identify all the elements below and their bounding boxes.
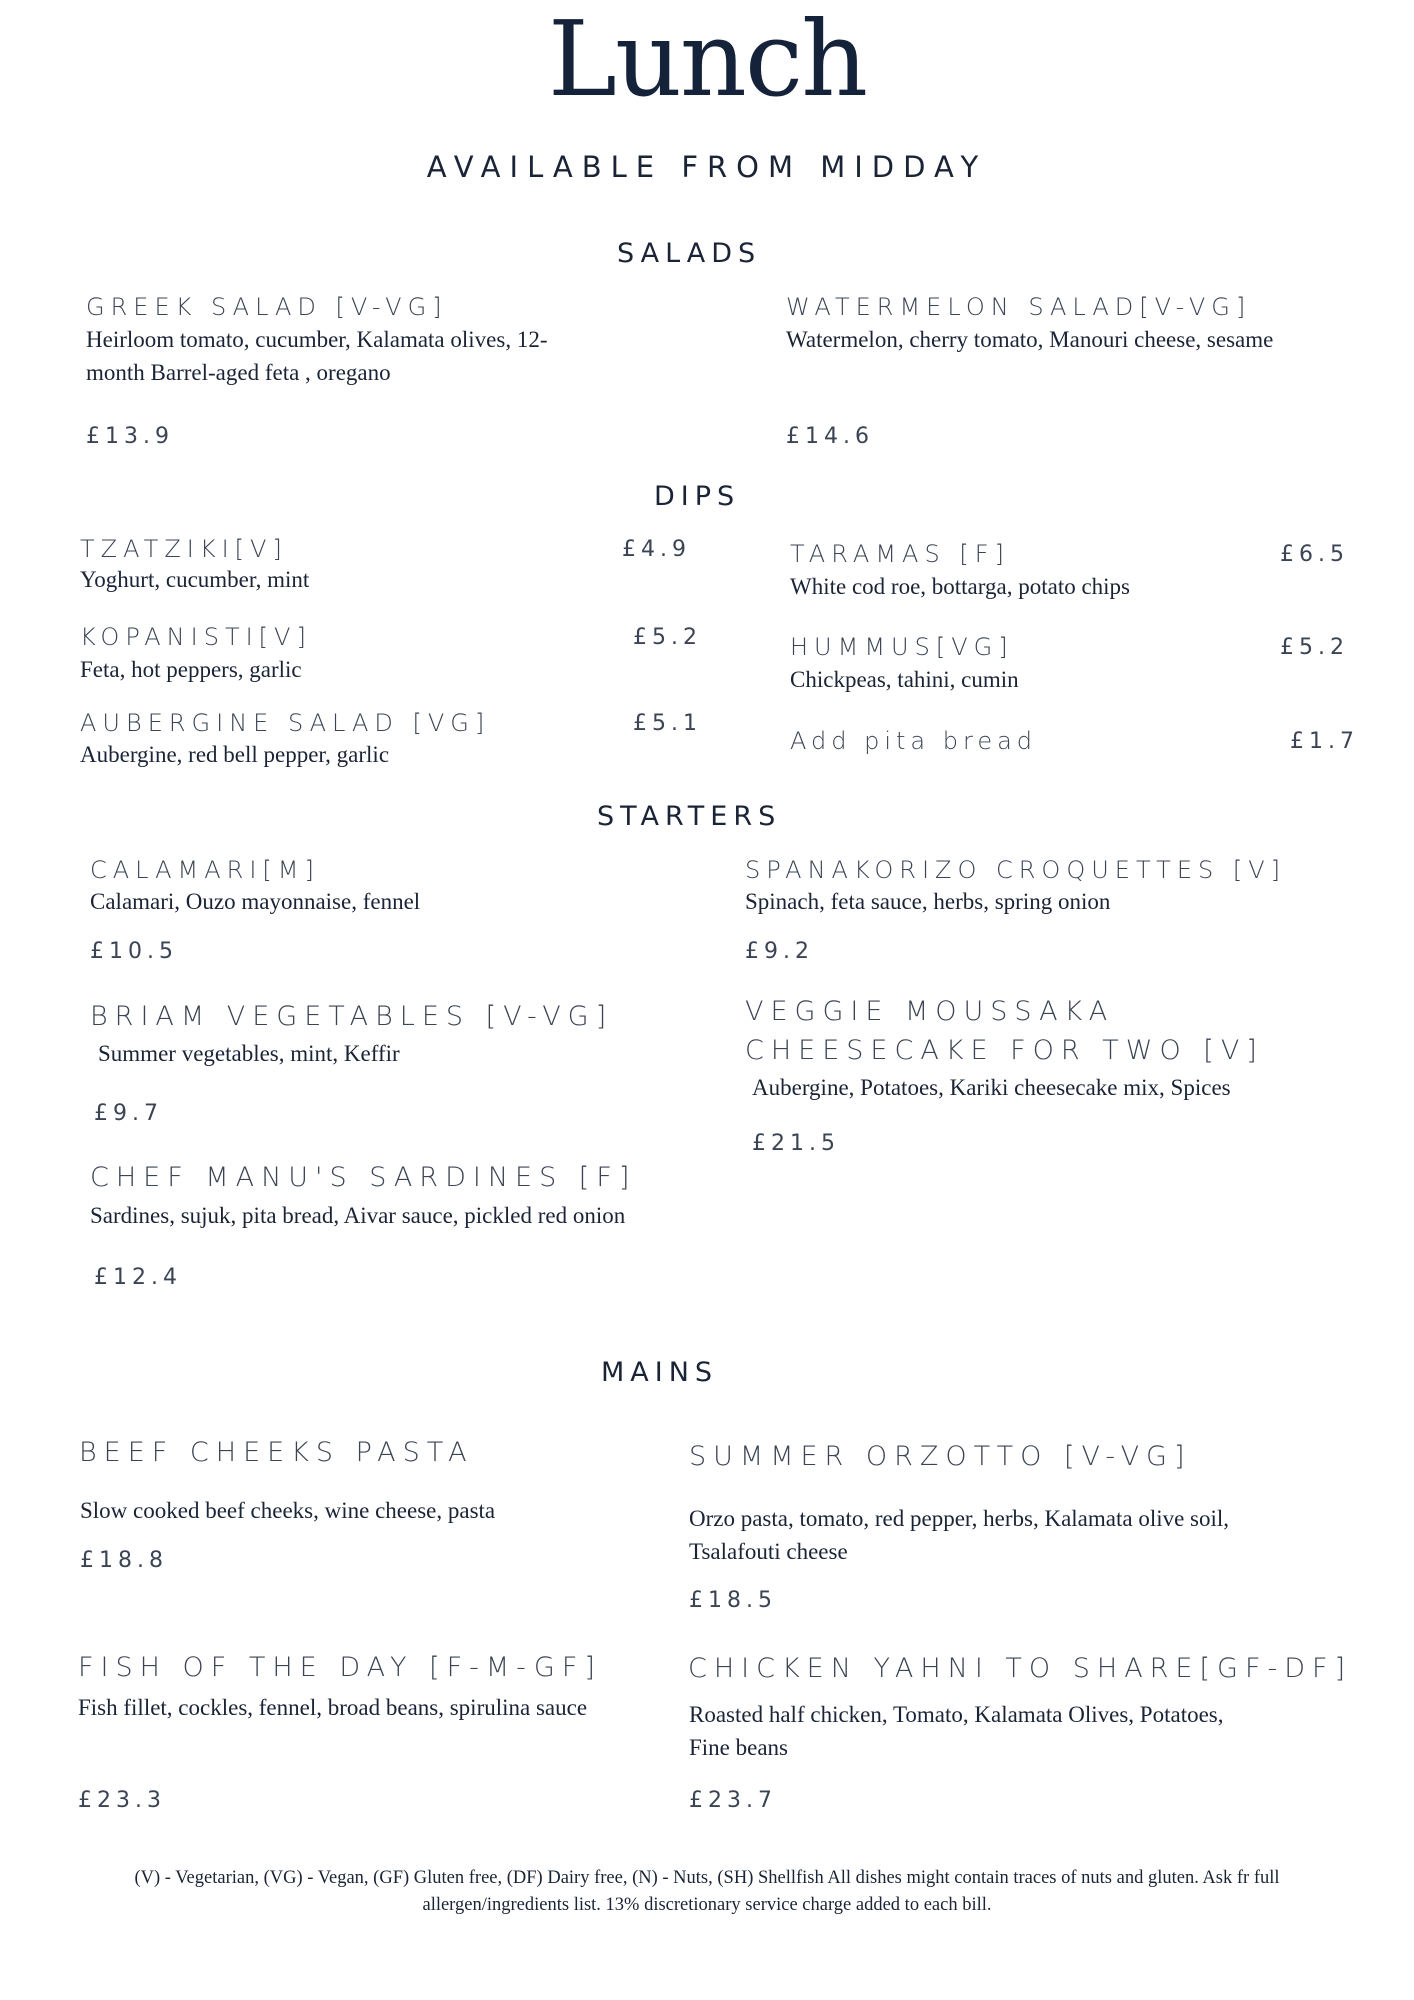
dish-price: £18.5 (689, 1588, 777, 1613)
dish-name: TARAMAS [F] (790, 540, 1010, 568)
dish-price: £5.1 (633, 711, 702, 736)
section-heading-mains: MAINS (601, 1357, 719, 1388)
dish-price: £6.5 (1280, 542, 1349, 567)
dish-description: Feta, hot peppers, garlic (80, 657, 302, 682)
dish-name: TZATZIKI[V] (80, 535, 288, 563)
dish-name: AUBERGINE SALAD [VG] (80, 709, 491, 737)
dish-description: Summer vegetables, mint, Keffir (98, 1041, 400, 1066)
dish-description: Fish fillet, cockles, fennel, broad beans, spirulina sauce (78, 1695, 588, 1720)
dish-name: KOPANISTI[V] (80, 623, 312, 651)
dish-name: CALAMARI[M] (90, 856, 320, 884)
dish-price: £5.2 (633, 625, 702, 650)
dish-price: £5.2 (1280, 635, 1349, 660)
dish-name: BEEF CHEEKS PASTA (79, 1437, 474, 1468)
dish-price: £21.5 (752, 1131, 840, 1156)
dish-price: £12.4 (94, 1265, 182, 1290)
dish-price: £23.3 (78, 1788, 166, 1813)
dish-name: BRIAM VEGETABLES [V-VG] (90, 1001, 614, 1032)
dish-price: £10.5 (90, 939, 178, 964)
dish-price: £13.9 (86, 424, 174, 449)
dish-description: Chickpeas, tahini, cumin (790, 667, 1019, 692)
dish-price: £9.7 (94, 1101, 163, 1126)
dish-price: £18.8 (80, 1548, 168, 1573)
dish-name: SUMMER ORZOTTO [V-VG] (689, 1441, 1192, 1472)
dish-description: Calamari, Ouzo mayonnaise, fennel (90, 889, 421, 914)
dish-name-line-2: CHEESECAKE FOR TWO [V] (745, 1035, 1264, 1066)
dish-price: £4.9 (622, 537, 691, 562)
dish-description: Slow cooked beef cheeks, wine cheese, pasta (80, 1498, 496, 1523)
dish-name: CHEF MANU'S SARDINES [F] (90, 1162, 637, 1193)
dish-description: White cod roe, bottarga, potato chips (790, 574, 1131, 599)
dish-description: Watermelon, cherry tomato, Manouri cheese, sesame (786, 327, 1274, 352)
allergen-footnote: (V) - Vegetarian, (VG) - Vegan, (GF) Gluten free, (DF) Dairy free, (N) - Nuts, (SH) Shellfish All dishes might contain traces of nuts and gluten. Ask fr full allergen/ingredients list. 13% discretionary service charge added to each bill. (134, 1868, 1280, 1915)
page-title: Lunch (547, 0, 867, 120)
dish-description: Aubergine, red bell pepper, garlic (80, 742, 390, 767)
dish-description: Aubergine, Potatoes, Kariki cheesecake mix, Spices (752, 1075, 1231, 1100)
section-heading-dips: DIPS (654, 481, 741, 512)
dish-description: Spinach, feta sauce, herbs, spring onion (745, 889, 1111, 914)
dish-description: Heirloom tomato, cucumber, Kalamata olives, 12-month Barrel-aged feta , oregano (86, 327, 548, 385)
page-subtitle: AVAILABLE FROM MIDDAY (426, 150, 988, 184)
section-heading-starters: STARTERS (597, 801, 782, 832)
add-on-price: £1.7 (1290, 729, 1359, 754)
dish-price: £9.2 (745, 939, 814, 964)
dish-description: Yoghurt, cucumber, mint (80, 567, 310, 592)
dish-name: HUMMUS[VG] (790, 633, 1014, 661)
section-heading-salads: SALADS (617, 238, 762, 269)
dish-name: FISH OF THE DAY [F-M-GF] (78, 1652, 602, 1683)
dish-description: Roasted half chicken, Tomato, Kalamata Olives, Potatoes, Fine beans (689, 1702, 1224, 1760)
dish-price: £23.7 (689, 1788, 777, 1813)
dish-name: SPANAKORIZO CROQUETTES [V] (745, 856, 1287, 884)
dish-name: WATERMELON SALAD[V-VG] (786, 293, 1252, 321)
dish-price: £14.6 (786, 424, 874, 449)
dish-name: GREEK SALAD [V-VG] (86, 293, 448, 321)
add-on-name: Add pita bread (790, 727, 1038, 755)
dish-description: Orzo pasta, tomato, red pepper, herbs, Kalamata olive soil, Tsalafouti cheese (689, 1506, 1230, 1564)
dish-name: CHICKEN YAHNI TO SHARE[GF-DF] (688, 1653, 1353, 1684)
dish-name-line-1: VEGGIE MOUSSAKA (745, 996, 1115, 1027)
dish-description: Sardines, sujuk, pita bread, Aivar sauce, pickled red onion (90, 1203, 626, 1228)
